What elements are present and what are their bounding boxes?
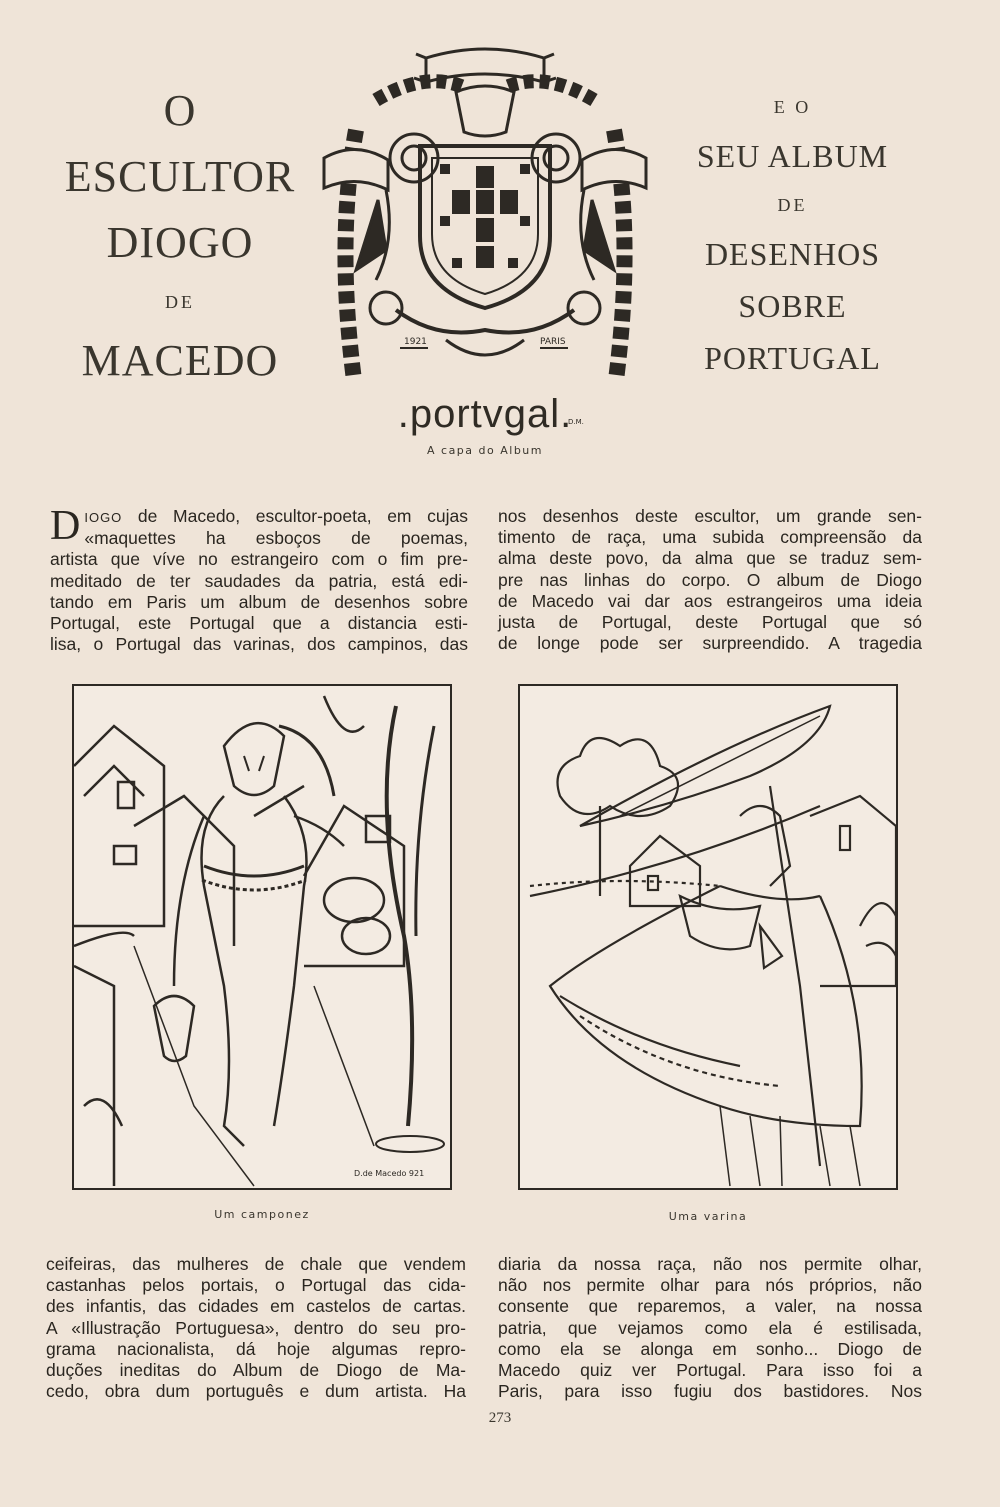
text-line: cedo, obra dum português e dum artista. Ha [46, 1381, 466, 1402]
text-line [50, 506, 468, 528]
article-column-left-bottom [46, 1254, 466, 1402]
title-left-line: O [163, 86, 197, 135]
title-left-line: ESCULTOR [64, 152, 296, 201]
title-right-line: DESENHOS [704, 236, 881, 272]
text-line: não nos permite olhar para nós próprios, não [498, 1275, 922, 1296]
text-line: nos desenhos deste escultor, um grande sen- [498, 506, 922, 526]
article-column-right-top [498, 506, 922, 654]
text-line: justa de Portugal, deste Portugal que só [498, 612, 922, 633]
title-right-line: PORTUGAL [704, 340, 881, 376]
article-column-left-top [50, 503, 468, 655]
text-line: diaria da nossa raça, não nos permite olhar, [498, 1254, 922, 1274]
illustration-signature: D.de Macedo 921 [354, 1169, 425, 1178]
text-fragment: de Macedo, escultor-poeta, em cujas [122, 506, 468, 526]
cover-caption: A capa do Album [427, 444, 543, 457]
text-line: meditado de ter saudades da patria, está edi- [50, 570, 468, 591]
emblem-year: 1921 [404, 337, 427, 347]
coat-of-arms-illustration [316, 40, 654, 430]
text-line: Portugal, este Portugal que a distancia esti- [50, 613, 468, 634]
title-right-line: DE [777, 195, 808, 215]
text-line: Macedo quiz ver Portugal. Para isso foi a [498, 1360, 922, 1381]
camponez-drawing [74, 686, 450, 1188]
text-line: duções ineditas do Album de Diogo de Ma- [46, 1360, 466, 1381]
text-line: de Macedo vai dar aos estrangeiros uma ideia [498, 590, 922, 611]
title-left-line: DE [165, 292, 195, 312]
text-line: patria, que vejamos como ela é estilisada, [498, 1317, 922, 1338]
caption-varina: Uma varina [668, 1210, 748, 1223]
title-left [40, 78, 320, 394]
text-line: de longe pode ser surpreendido. A tragedia [498, 633, 922, 654]
title-right-line: SOBRE [738, 288, 847, 324]
emblem-monogram: D.M. [568, 418, 584, 426]
drop-cap: D [50, 503, 81, 549]
article-column-right-bottom [498, 1254, 922, 1402]
text-line: timento de raça, uma subida compreensão da [498, 527, 922, 548]
emblem-word: .portvgal. [397, 392, 573, 436]
title-left-line: MACEDO [81, 336, 279, 385]
title-right [680, 84, 905, 384]
page-number: 273 [488, 1410, 512, 1426]
small-caps: IOGO [84, 510, 123, 525]
text-line: como ela se alonga em sonho... Diogo de [498, 1338, 922, 1359]
text-line: alma deste povo, da alma que se traduz sem- [498, 548, 922, 569]
text-line: pre nas linhas do corpo. O album de Diogo [498, 569, 922, 590]
illustration-camponez [72, 684, 452, 1190]
text-line: lisa, o Portugal das varinas, dos campinos, das [50, 634, 468, 655]
text-line: Paris, para isso fugiu dos bastidores. Nos [498, 1381, 922, 1402]
caption-camponez: Um camponez [214, 1208, 310, 1221]
title-right-line: E O [773, 97, 812, 117]
emblem-place: PARIS [540, 337, 566, 347]
text-line: artista que víve no estrangeiro com o fim pre- [50, 549, 468, 570]
title-left-line: DIOGO [106, 218, 254, 267]
text-line: «maquettes ha esboços de poemas, [84, 528, 468, 549]
text-line: grama nacionalista, dá hoje algumas repro- [46, 1338, 466, 1359]
text-line: tando em Paris um album de desenhos sobre [50, 591, 468, 612]
illustration-varina [518, 684, 898, 1190]
text-line: ceifeiras, das mulheres de chale que vendem [46, 1254, 466, 1274]
text-line: A «Illustração Portuguesa», dentro do seu pro- [46, 1317, 466, 1338]
varina-drawing [520, 686, 896, 1188]
text-line: castanhas pelos portais, o Portugal das cida- [46, 1275, 466, 1296]
album-cover-emblem [316, 40, 654, 436]
text-line: des infantis, das cidades em castelos de cartas. [46, 1296, 466, 1317]
text-line: consente que reparemos, a valer, na nossa [498, 1296, 922, 1317]
title-right-line: SEU ALBUM [696, 138, 889, 174]
